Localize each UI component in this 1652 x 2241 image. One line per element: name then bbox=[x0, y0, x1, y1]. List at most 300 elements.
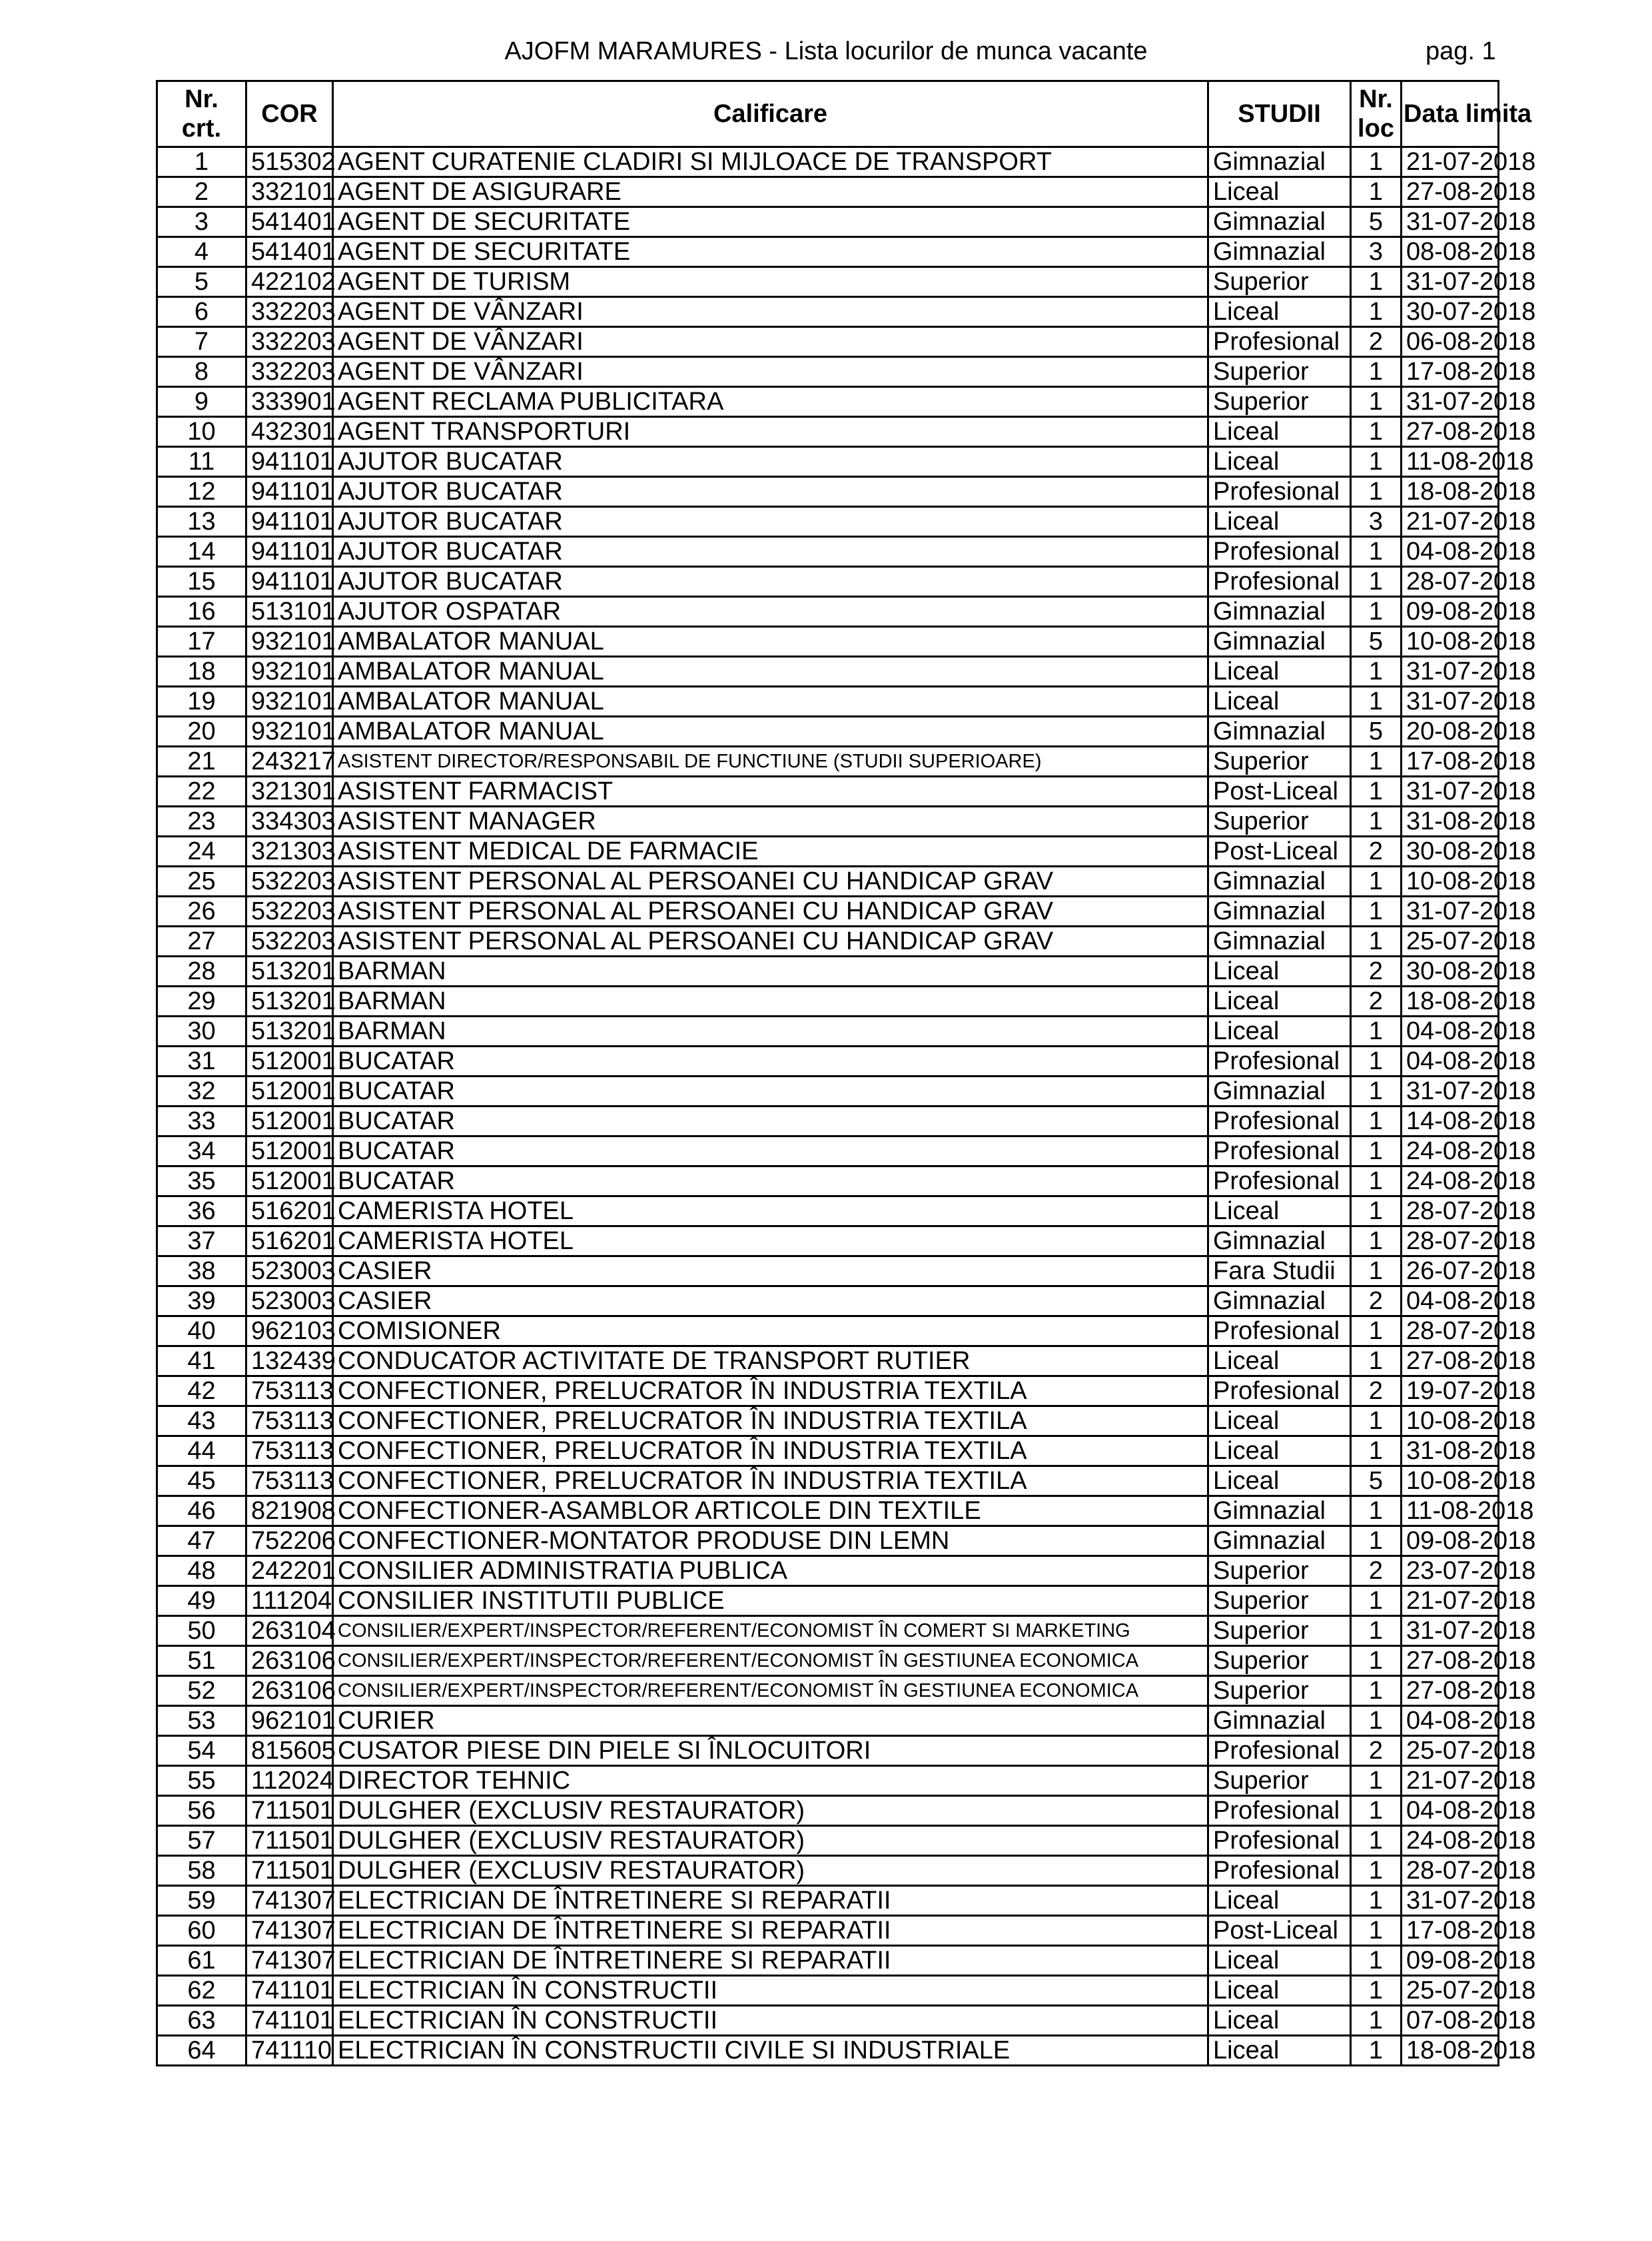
data-limita-cell: 04-08-2018 bbox=[1402, 1706, 1499, 1736]
row-number-cell: 4 bbox=[157, 237, 246, 267]
page-title: AJOFM MARAMURES - Lista locurilor de munca vacante bbox=[504, 37, 1148, 65]
nr-locuri-cell: 1 bbox=[1351, 777, 1402, 807]
calificare-cell: CONDUCATOR ACTIVITATE DE TRANSPORT RUTIER bbox=[333, 1346, 1208, 1376]
data-limita-cell: 27-08-2018 bbox=[1402, 1646, 1499, 1676]
table-row bbox=[157, 387, 1499, 417]
studii-cell: Liceal bbox=[1208, 1466, 1351, 1496]
column-header-nr-loc bbox=[1351, 81, 1402, 147]
studii-cell: Gimnazial bbox=[1208, 1286, 1351, 1316]
data-limita-cell: 11-08-2018 bbox=[1402, 447, 1499, 477]
cor-code-cell: 941101 bbox=[246, 507, 333, 537]
row-number-cell: 60 bbox=[157, 1916, 246, 1946]
calificare-cell: AMBALATOR MANUAL bbox=[333, 717, 1208, 747]
nr-locuri-cell: 1 bbox=[1351, 147, 1402, 177]
studii-cell: Gimnazial bbox=[1208, 1077, 1351, 1107]
studii-cell: Superior bbox=[1208, 267, 1351, 297]
studii-cell: Superior bbox=[1208, 1616, 1351, 1646]
calificare-cell: ELECTRICIAN ÎN CONSTRUCTII bbox=[333, 1976, 1208, 2006]
nr-locuri-cell: 2 bbox=[1351, 1286, 1402, 1316]
row-number-cell: 59 bbox=[157, 1886, 246, 1916]
calificare-cell: CONSILIER INSTITUTII PUBLICE bbox=[333, 1586, 1208, 1616]
row-number-cell: 63 bbox=[157, 2006, 246, 2036]
table-row bbox=[157, 1017, 1499, 1047]
nr-locuri-cell: 1 bbox=[1351, 1676, 1402, 1706]
table-row bbox=[157, 687, 1499, 717]
studii-cell: Liceal bbox=[1208, 447, 1351, 477]
row-number-cell: 27 bbox=[157, 927, 246, 957]
nr-locuri-cell: 1 bbox=[1351, 1496, 1402, 1526]
data-limita-cell: 31-07-2018 bbox=[1402, 267, 1499, 297]
nr-locuri-cell: 1 bbox=[1351, 537, 1402, 567]
nr-locuri-cell: 1 bbox=[1351, 417, 1402, 447]
nr-locuri-cell: 1 bbox=[1351, 1706, 1402, 1736]
table-row bbox=[157, 627, 1499, 657]
data-limita-cell: 31-07-2018 bbox=[1402, 1077, 1499, 1107]
row-number-cell: 32 bbox=[157, 1077, 246, 1107]
cor-code-cell: 541401 bbox=[246, 207, 333, 237]
studii-cell: Profesional bbox=[1208, 1047, 1351, 1077]
table-row bbox=[157, 717, 1499, 747]
row-number-cell: 51 bbox=[157, 1646, 246, 1676]
cor-code-cell: 513201 bbox=[246, 957, 333, 987]
nr-locuri-cell: 5 bbox=[1351, 627, 1402, 657]
nr-locuri-cell: 1 bbox=[1351, 1976, 1402, 2006]
data-limita-cell: 09-08-2018 bbox=[1402, 597, 1499, 627]
row-number-cell: 20 bbox=[157, 717, 246, 747]
data-limita-cell: 30-07-2018 bbox=[1402, 297, 1499, 327]
studii-cell: Liceal bbox=[1208, 1946, 1351, 1976]
nr-locuri-cell: 1 bbox=[1351, 1107, 1402, 1136]
table-row bbox=[157, 957, 1499, 987]
nr-locuri-cell: 1 bbox=[1351, 1316, 1402, 1346]
calificare-cell: AJUTOR BUCATAR bbox=[333, 507, 1208, 537]
row-number-cell: 33 bbox=[157, 1107, 246, 1136]
studii-cell: Liceal bbox=[1208, 2006, 1351, 2036]
row-number-cell: 15 bbox=[157, 567, 246, 597]
row-number-cell: 42 bbox=[157, 1376, 246, 1406]
row-number-cell: 11 bbox=[157, 447, 246, 477]
data-limita-cell: 19-07-2018 bbox=[1402, 1376, 1499, 1406]
nr-locuri-cell: 2 bbox=[1351, 837, 1402, 867]
nr-locuri-cell: 1 bbox=[1351, 477, 1402, 507]
studii-cell: Superior bbox=[1208, 357, 1351, 387]
studii-cell: Profesional bbox=[1208, 1136, 1351, 1166]
calificare-cell: BUCATAR bbox=[333, 1077, 1208, 1107]
data-limita-cell: 28-07-2018 bbox=[1402, 567, 1499, 597]
data-limita-cell: 30-08-2018 bbox=[1402, 957, 1499, 987]
data-limita-cell: 25-07-2018 bbox=[1402, 1736, 1499, 1766]
studii-cell: Post-Liceal bbox=[1208, 1916, 1351, 1946]
nr-locuri-cell: 1 bbox=[1351, 1646, 1402, 1676]
table-row bbox=[157, 1376, 1499, 1406]
studii-cell: Profesional bbox=[1208, 1856, 1351, 1886]
cor-code-cell: 711501 bbox=[246, 1826, 333, 1856]
row-number-cell: 38 bbox=[157, 1256, 246, 1286]
nr-locuri-cell: 1 bbox=[1351, 387, 1402, 417]
table-row bbox=[157, 1286, 1499, 1316]
studii-cell: Gimnazial bbox=[1208, 627, 1351, 657]
cor-code-cell: 515302 bbox=[246, 147, 333, 177]
nr-locuri-cell: 1 bbox=[1351, 1856, 1402, 1886]
data-limita-cell: 21-07-2018 bbox=[1402, 1586, 1499, 1616]
row-number-cell: 12 bbox=[157, 477, 246, 507]
table-row bbox=[157, 1556, 1499, 1586]
studii-cell: Liceal bbox=[1208, 507, 1351, 537]
table-row bbox=[157, 417, 1499, 447]
data-limita-cell: 27-08-2018 bbox=[1402, 1676, 1499, 1706]
table-row bbox=[157, 147, 1499, 177]
calificare-cell: COMISIONER bbox=[333, 1316, 1208, 1346]
cor-code-cell: 332203 bbox=[246, 357, 333, 387]
row-number-cell: 13 bbox=[157, 507, 246, 537]
row-number-cell: 1 bbox=[157, 147, 246, 177]
calificare-cell: BARMAN bbox=[333, 1017, 1208, 1047]
studii-cell: Liceal bbox=[1208, 657, 1351, 687]
row-number-cell: 49 bbox=[157, 1586, 246, 1616]
table-row bbox=[157, 1406, 1499, 1436]
nr-locuri-cell: 1 bbox=[1351, 1136, 1402, 1166]
calificare-cell: ELECTRICIAN DE ÎNTRETINERE SI REPARATII bbox=[333, 1946, 1208, 1976]
row-number-cell: 26 bbox=[157, 897, 246, 927]
nr-locuri-cell: 3 bbox=[1351, 507, 1402, 537]
calificare-cell: ELECTRICIAN ÎN CONSTRUCTII bbox=[333, 2006, 1208, 2036]
cor-code-cell: 711501 bbox=[246, 1856, 333, 1886]
cor-code-cell: 815605 bbox=[246, 1736, 333, 1766]
studii-cell: Superior bbox=[1208, 747, 1351, 777]
studii-cell: Gimnazial bbox=[1208, 897, 1351, 927]
row-number-cell: 34 bbox=[157, 1136, 246, 1166]
calificare-cell: AGENT CURATENIE CLADIRI SI MIJLOACE DE TRANSPORT bbox=[333, 147, 1208, 177]
calificare-cell: AGENT DE ASIGURARE bbox=[333, 177, 1208, 207]
calificare-cell: DULGHER (EXCLUSIV RESTAURATOR) bbox=[333, 1796, 1208, 1826]
row-number-cell: 56 bbox=[157, 1796, 246, 1826]
studii-cell: Superior bbox=[1208, 1766, 1351, 1796]
row-number-cell: 21 bbox=[157, 747, 246, 777]
data-limita-cell: 24-08-2018 bbox=[1402, 1136, 1499, 1166]
calificare-cell: AJUTOR BUCATAR bbox=[333, 567, 1208, 597]
row-number-cell: 40 bbox=[157, 1316, 246, 1346]
calificare-cell: CAMERISTA HOTEL bbox=[333, 1196, 1208, 1226]
studii-cell: Profesional bbox=[1208, 1736, 1351, 1766]
cor-code-cell: 332203 bbox=[246, 297, 333, 327]
table-row bbox=[157, 477, 1499, 507]
table-row bbox=[157, 1166, 1499, 1196]
row-number-cell: 8 bbox=[157, 357, 246, 387]
calificare-cell: CONSILIER ADMINISTRATIA PUBLICA bbox=[333, 1556, 1208, 1586]
nr-locuri-cell: 1 bbox=[1351, 1766, 1402, 1796]
column-header-cor: COR bbox=[246, 81, 333, 147]
row-number-cell: 45 bbox=[157, 1466, 246, 1496]
table-row bbox=[157, 927, 1499, 957]
calificare-cell: AGENT DE VÂNZARI bbox=[333, 327, 1208, 357]
calificare-cell: BUCATAR bbox=[333, 1136, 1208, 1166]
row-number-cell: 6 bbox=[157, 297, 246, 327]
data-limita-cell: 27-08-2018 bbox=[1402, 417, 1499, 447]
studii-cell: Profesional bbox=[1208, 477, 1351, 507]
cor-code-cell: 512001 bbox=[246, 1107, 333, 1136]
nr-locuri-cell: 1 bbox=[1351, 1047, 1402, 1077]
nr-locuri-cell: 2 bbox=[1351, 1556, 1402, 1586]
column-header-calificare: Calificare bbox=[333, 81, 1208, 147]
nr-locuri-cell: 1 bbox=[1351, 1226, 1402, 1256]
nr-locuri-cell: 2 bbox=[1351, 327, 1402, 357]
nr-locuri-cell: 2 bbox=[1351, 1376, 1402, 1406]
cor-code-cell: 741307 bbox=[246, 1946, 333, 1976]
data-limita-cell: 06-08-2018 bbox=[1402, 327, 1499, 357]
cor-code-cell: 263106 bbox=[246, 1646, 333, 1676]
row-number-cell: 62 bbox=[157, 1976, 246, 2006]
table-row bbox=[157, 1316, 1499, 1346]
data-limita-cell: 31-07-2018 bbox=[1402, 387, 1499, 417]
cor-code-cell: 752206 bbox=[246, 1526, 333, 1556]
row-number-cell: 24 bbox=[157, 837, 246, 867]
studii-cell: Liceal bbox=[1208, 1346, 1351, 1376]
nr-locuri-cell: 1 bbox=[1351, 657, 1402, 687]
cor-code-cell: 711501 bbox=[246, 1796, 333, 1826]
nr-locuri-cell: 1 bbox=[1351, 597, 1402, 627]
row-number-cell: 28 bbox=[157, 957, 246, 987]
calificare-cell: CONFECTIONER, PRELUCRATOR ÎN INDUSTRIA TEXTILA bbox=[333, 1406, 1208, 1436]
nr-locuri-cell: 1 bbox=[1351, 1436, 1402, 1466]
calificare-cell: CASIER bbox=[333, 1286, 1208, 1316]
row-number-cell: 50 bbox=[157, 1616, 246, 1646]
row-number-cell: 36 bbox=[157, 1196, 246, 1226]
table-row bbox=[157, 567, 1499, 597]
row-number-cell: 58 bbox=[157, 1856, 246, 1886]
data-limita-cell: 26-07-2018 bbox=[1402, 1256, 1499, 1286]
data-limita-cell: 24-08-2018 bbox=[1402, 1166, 1499, 1196]
cor-code-cell: 741110 bbox=[246, 2036, 333, 2066]
nr-locuri-cell: 1 bbox=[1351, 1886, 1402, 1916]
cor-code-cell: 941101 bbox=[246, 477, 333, 507]
data-limita-cell: 27-08-2018 bbox=[1402, 177, 1499, 207]
cor-code-cell: 112024 bbox=[246, 1766, 333, 1796]
cor-code-cell: 523003 bbox=[246, 1256, 333, 1286]
data-limita-cell: 04-08-2018 bbox=[1402, 1047, 1499, 1077]
table-row bbox=[157, 1196, 1499, 1226]
cor-code-cell: 513101 bbox=[246, 597, 333, 627]
data-limita-cell: 10-08-2018 bbox=[1402, 1466, 1499, 1496]
nr-locuri-cell: 1 bbox=[1351, 1526, 1402, 1556]
calificare-cell: AMBALATOR MANUAL bbox=[333, 657, 1208, 687]
calificare-cell: BUCATAR bbox=[333, 1107, 1208, 1136]
data-limita-cell: 27-08-2018 bbox=[1402, 1346, 1499, 1376]
studii-cell: Gimnazial bbox=[1208, 147, 1351, 177]
studii-cell: Gimnazial bbox=[1208, 1496, 1351, 1526]
data-limita-cell: 28-07-2018 bbox=[1402, 1196, 1499, 1226]
row-number-cell: 48 bbox=[157, 1556, 246, 1586]
studii-cell: Gimnazial bbox=[1208, 717, 1351, 747]
row-number-cell: 35 bbox=[157, 1166, 246, 1196]
cor-code-cell: 333901 bbox=[246, 387, 333, 417]
nr-locuri-cell: 1 bbox=[1351, 1077, 1402, 1107]
table-row bbox=[157, 297, 1499, 327]
calificare-cell: AGENT DE VÂNZARI bbox=[333, 297, 1208, 327]
calificare-cell: BARMAN bbox=[333, 957, 1208, 987]
studii-cell: Gimnazial bbox=[1208, 867, 1351, 897]
calificare-cell: ASISTENT MANAGER bbox=[333, 807, 1208, 837]
nr-crt-line1: Nr. bbox=[185, 85, 218, 113]
studii-cell: Liceal bbox=[1208, 297, 1351, 327]
row-number-cell: 37 bbox=[157, 1226, 246, 1256]
data-limita-cell: 17-08-2018 bbox=[1402, 357, 1499, 387]
cor-code-cell: 932101 bbox=[246, 657, 333, 687]
nr-locuri-cell: 1 bbox=[1351, 567, 1402, 597]
table-row bbox=[157, 207, 1499, 237]
row-number-cell: 22 bbox=[157, 777, 246, 807]
table-row bbox=[157, 1736, 1499, 1766]
data-limita-cell: 11-08-2018 bbox=[1402, 1496, 1499, 1526]
row-number-cell: 41 bbox=[157, 1346, 246, 1376]
cor-code-cell: 321301 bbox=[246, 777, 333, 807]
cor-code-cell: 512001 bbox=[246, 1047, 333, 1077]
data-limita-cell: 09-08-2018 bbox=[1402, 1946, 1499, 1976]
calificare-cell: CONFECTIONER-ASAMBLOR ARTICOLE DIN TEXTILE bbox=[333, 1496, 1208, 1526]
data-limita-cell: 30-08-2018 bbox=[1402, 837, 1499, 867]
studii-cell: Gimnazial bbox=[1208, 1526, 1351, 1556]
nr-locuri-cell: 1 bbox=[1351, 1196, 1402, 1226]
nr-locuri-cell: 1 bbox=[1351, 1256, 1402, 1286]
data-limita-cell: 04-08-2018 bbox=[1402, 1796, 1499, 1826]
data-limita-cell: 21-07-2018 bbox=[1402, 147, 1499, 177]
studii-cell: Profesional bbox=[1208, 1376, 1351, 1406]
calificare-cell: CONSILIER/EXPERT/INSPECTOR/REFERENT/ECONOMIST ÎN GESTIUNEA ECONOMICA bbox=[333, 1646, 1208, 1676]
calificare-cell: CONFECTIONER, PRELUCRATOR ÎN INDUSTRIA TEXTILA bbox=[333, 1436, 1208, 1466]
cor-code-cell: 523003 bbox=[246, 1286, 333, 1316]
row-number-cell: 2 bbox=[157, 177, 246, 207]
cor-code-cell: 821908 bbox=[246, 1496, 333, 1526]
nr-locuri-cell: 5 bbox=[1351, 207, 1402, 237]
cor-code-cell: 932101 bbox=[246, 627, 333, 657]
table-row bbox=[157, 1526, 1499, 1556]
studii-cell: Liceal bbox=[1208, 1436, 1351, 1466]
calificare-cell: AMBALATOR MANUAL bbox=[333, 627, 1208, 657]
nr-loc-line1: Nr. bbox=[1359, 85, 1393, 113]
row-number-cell: 39 bbox=[157, 1286, 246, 1316]
calificare-cell: ASISTENT FARMACIST bbox=[333, 777, 1208, 807]
data-limita-cell: 21-07-2018 bbox=[1402, 507, 1499, 537]
cor-code-cell: 741307 bbox=[246, 1886, 333, 1916]
data-limita-cell: 31-07-2018 bbox=[1402, 777, 1499, 807]
nr-locuri-cell: 3 bbox=[1351, 237, 1402, 267]
row-number-cell: 54 bbox=[157, 1736, 246, 1766]
calificare-cell: CONSILIER/EXPERT/INSPECTOR/REFERENT/ECONOMIST ÎN GESTIUNEA ECONOMICA bbox=[333, 1676, 1208, 1706]
nr-locuri-cell: 1 bbox=[1351, 1916, 1402, 1946]
data-limita-cell: 31-07-2018 bbox=[1402, 897, 1499, 927]
row-number-cell: 5 bbox=[157, 267, 246, 297]
nr-locuri-cell: 1 bbox=[1351, 1346, 1402, 1376]
cor-code-cell: 132439 bbox=[246, 1346, 333, 1376]
cor-code-cell: 513201 bbox=[246, 987, 333, 1017]
cor-code-cell: 532203 bbox=[246, 867, 333, 897]
nr-locuri-cell: 1 bbox=[1351, 1406, 1402, 1436]
nr-locuri-cell: 1 bbox=[1351, 687, 1402, 717]
data-limita-cell: 28-07-2018 bbox=[1402, 1316, 1499, 1346]
cor-code-cell: 941101 bbox=[246, 447, 333, 477]
studii-cell: Superior bbox=[1208, 1646, 1351, 1676]
calificare-cell: AGENT DE SECURITATE bbox=[333, 207, 1208, 237]
table-row bbox=[157, 1946, 1499, 1976]
cor-code-cell: 516201 bbox=[246, 1226, 333, 1256]
column-header-studii: STUDII bbox=[1208, 81, 1351, 147]
row-number-cell: 30 bbox=[157, 1017, 246, 1047]
table-row bbox=[157, 2036, 1499, 2066]
nr-locuri-cell: 1 bbox=[1351, 1796, 1402, 1826]
studii-cell: Superior bbox=[1208, 807, 1351, 837]
table-row bbox=[157, 1976, 1499, 2006]
table-row bbox=[157, 1107, 1499, 1136]
row-number-cell: 18 bbox=[157, 657, 246, 687]
calificare-cell: DIRECTOR TEHNIC bbox=[333, 1766, 1208, 1796]
studii-cell: Post-Liceal bbox=[1208, 837, 1351, 867]
calificare-cell: ASISTENT MEDICAL DE FARMACIE bbox=[333, 837, 1208, 867]
row-number-cell: 52 bbox=[157, 1676, 246, 1706]
data-limita-cell: 20-08-2018 bbox=[1402, 717, 1499, 747]
row-number-cell: 44 bbox=[157, 1436, 246, 1466]
row-number-cell: 55 bbox=[157, 1766, 246, 1796]
data-limita-cell: 09-08-2018 bbox=[1402, 1526, 1499, 1556]
nr-locuri-cell: 1 bbox=[1351, 1586, 1402, 1616]
vacancies-table bbox=[156, 80, 1536, 2066]
row-number-cell: 57 bbox=[157, 1826, 246, 1856]
table-row bbox=[157, 597, 1499, 627]
cor-code-cell: 242201 bbox=[246, 1556, 333, 1586]
cor-code-cell: 513201 bbox=[246, 1017, 333, 1047]
studii-cell: Gimnazial bbox=[1208, 927, 1351, 957]
cor-code-cell: 332101 bbox=[246, 177, 333, 207]
nr-locuri-cell: 1 bbox=[1351, 357, 1402, 387]
table-row bbox=[157, 657, 1499, 687]
row-number-cell: 29 bbox=[157, 987, 246, 1017]
nr-locuri-cell: 1 bbox=[1351, 1946, 1402, 1976]
cor-code-cell: 243217 bbox=[246, 747, 333, 777]
data-limita-cell: 14-08-2018 bbox=[1402, 1107, 1499, 1136]
cor-code-cell: 321303 bbox=[246, 837, 333, 867]
calificare-cell: AJUTOR OSPATAR bbox=[333, 597, 1208, 627]
data-limita-cell: 17-08-2018 bbox=[1402, 1916, 1499, 1946]
calificare-cell: ELECTRICIAN ÎN CONSTRUCTII CIVILE SI INDUSTRIALE bbox=[333, 2036, 1208, 2066]
table-body bbox=[157, 147, 1536, 2066]
studii-cell: Liceal bbox=[1208, 1017, 1351, 1047]
table-row bbox=[157, 837, 1499, 867]
row-number-cell: 14 bbox=[157, 537, 246, 567]
studii-cell: Liceal bbox=[1208, 1406, 1351, 1436]
data-limita-cell: 07-08-2018 bbox=[1402, 2006, 1499, 2036]
cor-code-cell: 941101 bbox=[246, 537, 333, 567]
studii-cell: Profesional bbox=[1208, 1166, 1351, 1196]
studii-cell: Liceal bbox=[1208, 177, 1351, 207]
calificare-cell: ASISTENT PERSONAL AL PERSOANEI CU HANDICAP GRAV bbox=[333, 927, 1208, 957]
row-number-cell: 17 bbox=[157, 627, 246, 657]
cor-code-cell: 932101 bbox=[246, 717, 333, 747]
row-number-cell: 46 bbox=[157, 1496, 246, 1526]
table-row bbox=[157, 1646, 1499, 1676]
calificare-cell: AGENT DE TURISM bbox=[333, 267, 1208, 297]
row-number-cell: 7 bbox=[157, 327, 246, 357]
nr-locuri-cell: 1 bbox=[1351, 1616, 1402, 1646]
nr-locuri-cell: 1 bbox=[1351, 897, 1402, 927]
cor-code-cell: 512001 bbox=[246, 1136, 333, 1166]
nr-locuri-cell: 1 bbox=[1351, 1826, 1402, 1856]
row-number-cell: 23 bbox=[157, 807, 246, 837]
cor-code-cell: 332203 bbox=[246, 327, 333, 357]
cor-code-cell: 516201 bbox=[246, 1196, 333, 1226]
studii-cell: Gimnazial bbox=[1208, 1226, 1351, 1256]
table-row bbox=[157, 1136, 1499, 1166]
studii-cell: Fara Studii bbox=[1208, 1256, 1351, 1286]
data-limita-cell: 31-07-2018 bbox=[1402, 657, 1499, 687]
calificare-cell: CONFECTIONER-MONTATOR PRODUSE DIN LEMN bbox=[333, 1526, 1208, 1556]
